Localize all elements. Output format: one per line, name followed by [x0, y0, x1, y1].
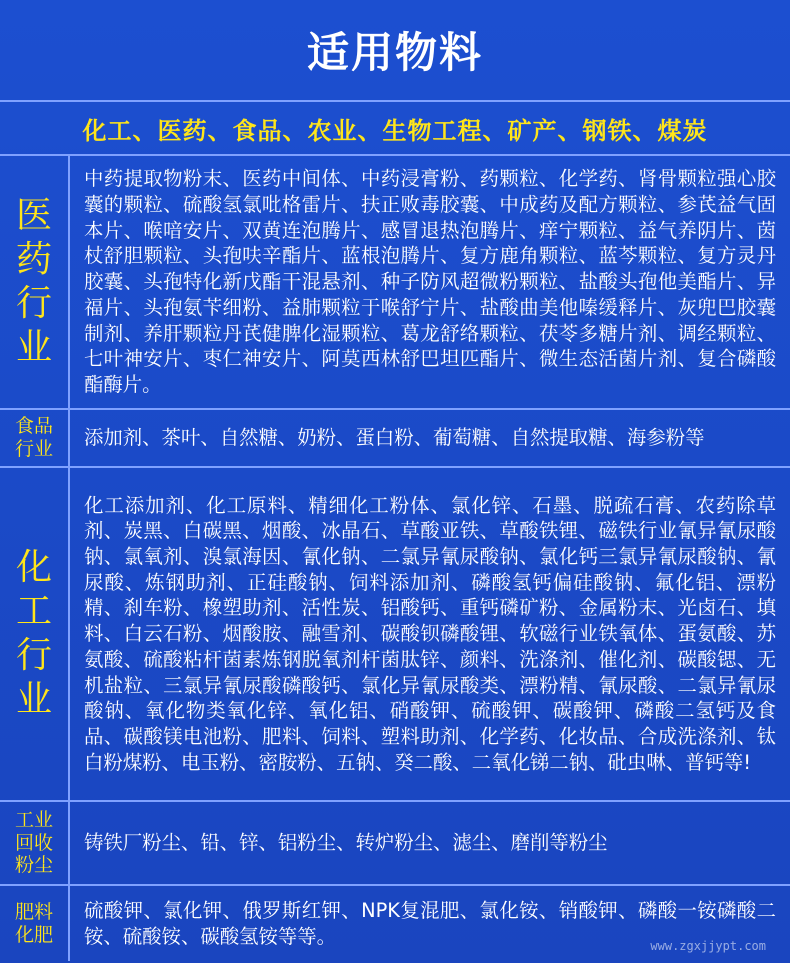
row-label-text: 工业回收粉尘	[14, 808, 53, 877]
row-label	[0, 410, 70, 466]
industries-banner: 化工、医药、食品、农业、生物工程、矿产、钢铁、煤炭	[0, 102, 790, 156]
row-industrial-dust	[0, 802, 790, 886]
row-content	[84, 156, 776, 408]
row-label	[0, 886, 70, 961]
row-content-text: 添加剂、茶叶、自然糖、奶粉、蛋白粉、葡萄糖、自然提取糖、海参粉等	[84, 426, 705, 450]
row-label-text: 食品行业	[14, 415, 53, 460]
watermark-url: www.zgxjjypt.com	[650, 939, 766, 953]
row-content-text: 化工添加剂、化工原料、精细化工粉体、氯化锌、石墨、脱疏石膏、农药除草剂、炭黑、白碳黑、烟酸、冰晶石、草酸亚铁、草酸铁锂、磁铁行业氰异氰尿酸钠、氯氧剂、溴氯海因、氰化钠、二氯异氰尿酸钠、氯化钙三氯异氰尿酸钠、氰尿酸、炼钢助剂、正硅酸钠、饲料添加剂、磷酸氢钙偏硅酸钠、氟化铝、漂粉精、刹车粉、橡塑助剂、活性炭、铝酸钙、重钙磷矿粉、金属粉末、光卤石、填料、白云石粉、烟酸胺、融雪剂、碳酸钡磷酸锂、软磁行业铁氧体、蛋氨酸、苏氨酸、硫酸粘杆菌素炼钢脱氧剂杆菌肽锌、颜料、洗涤剂、催化剂、碳酸锶、无机盐粒、三氯异氰尿酸磷酸钙、氯化异氰尿酸类、漂粉精、氰尿酸、二氯异氰尿酸钠、氧化物类氧化锌、氧化铝、硝酸钾、硫酸钾、碳酸钾、磷酸二氢钙及食品、碳酸镁电池粉、肥料、饲料、塑料助剂、化学药、化妆品、合成洗涤剂、钛白粉煤粉、电玉粉、密胺粉、五钠、癸二酸、二氧化锑二钠、砒虫啉、普钙等!	[84, 493, 776, 774]
row-label-text: 化工行业	[15, 547, 52, 720]
title-band	[0, 0, 790, 102]
row-food	[0, 410, 790, 468]
row-label-text: 医药行业	[15, 195, 52, 368]
row-label	[0, 156, 70, 408]
row-content	[84, 468, 776, 800]
row-chemical	[0, 468, 790, 802]
row-content	[84, 410, 776, 466]
row-content-text: 硫酸钾、氯化钾、俄罗斯红钾、NPK复混肥、氯化铵、销酸钾、磷酸一铵磷酸二铵、硫酸铵、碳酸氢铵等等。	[84, 898, 776, 948]
row-content-text: 铸铁厂粉尘、铅、锌、铝粉尘、转炉粉尘、滤尘、磨削等粉尘	[84, 831, 608, 855]
row-pharmaceutical	[0, 156, 790, 410]
row-content	[84, 802, 776, 884]
row-content-text: 中药提取物粉末、医药中间体、中药浸膏粉、药颗粒、化学药、肾骨颗粒强心胶囊的颗粒、硫酸氢氯吡格雷片、扶正败毒胶囊、中成药及配方颗粒、参芪益气固本片、喉喑安片、双黄连泡腾片、感冒退热泡腾片、痒宁颗粒、益气养阴片、茵杖舒胆颗粒、头孢呋辛酯片、蓝根泡腾片、复方鹿角颗粒、蓝芩颗粒、复方灵丹胶囊、头孢特化新戊酯干混悬剂、种子防风超微粉颗粒、盐酸头孢他美酯片、异福片、头孢氨苄细粉、益肺颗粒于喉舒宁片、盐酸曲美他嗪缓释片、灰兜巴胶囊制剂、养肝颗粒丹芪健脾化湿颗粒、葛龙舒络颗粒、茯苓多糖片剂、调经颗粒、七叶神安片、枣仁神安片、阿莫西林舒巴坦匹酯片、微生态活菌片剂、复合磷酸酯酶片。	[84, 167, 776, 396]
row-label	[0, 468, 70, 800]
row-label	[0, 802, 70, 884]
page-title: 适用物料	[306, 28, 483, 77]
row-label-text: 肥料化肥	[14, 900, 53, 946]
